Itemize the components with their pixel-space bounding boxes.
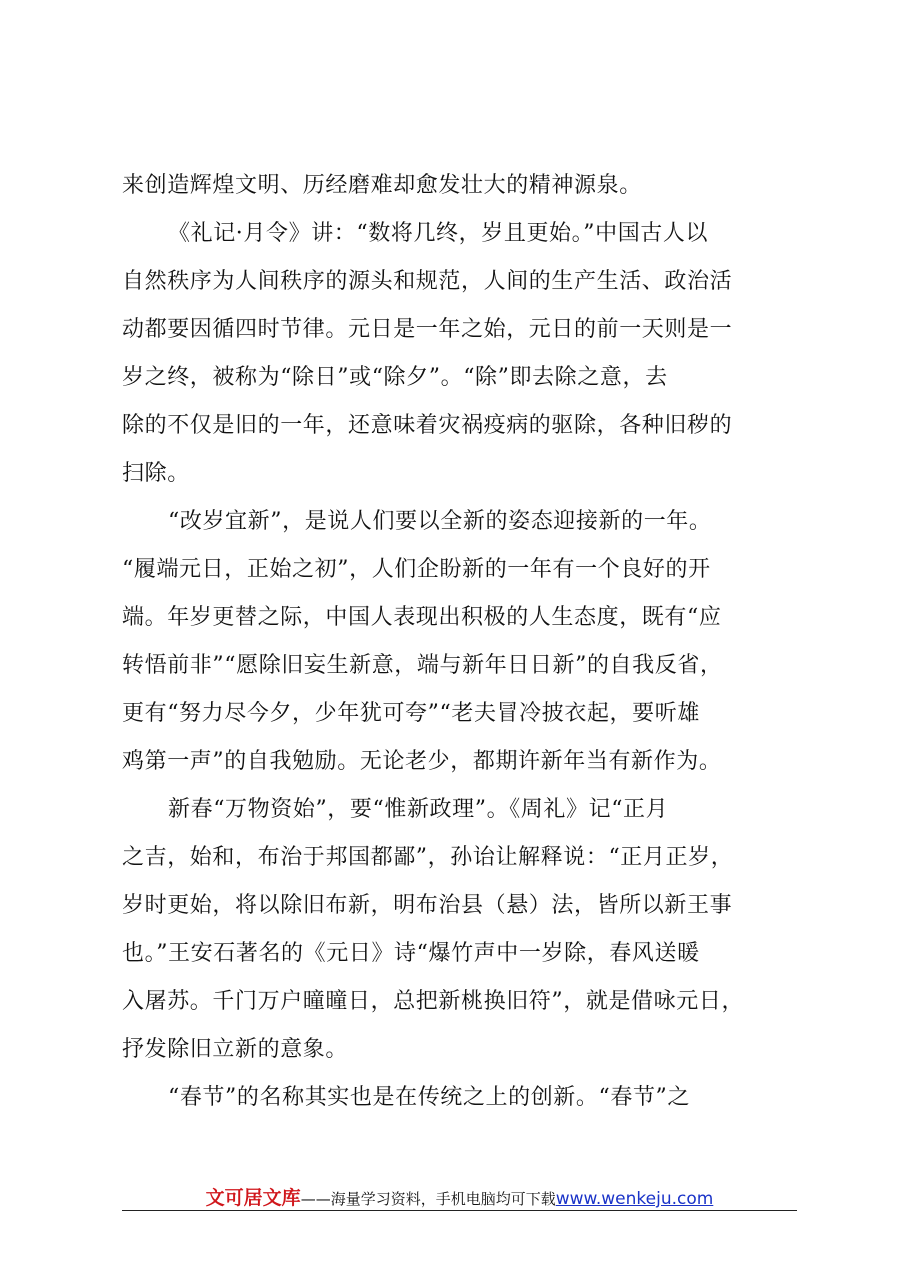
- text-line: “履端元日，正始之初”，人们企盼新的一年有一个良好的开: [122, 557, 711, 582]
- text-line: 鸡第一声”的自我勉励。无论老少，都期许新年当有新作为。: [122, 749, 722, 774]
- text-line: 来创造辉煌文明、历经磨难却愈发壮大的精神源泉。: [122, 173, 642, 198]
- text-line: 动都要因循四时节律。元日是一年之始，元日的前一天则是一: [122, 317, 733, 342]
- footer-tagline: ——海量学习资料，手机电脑均可下载: [300, 1190, 556, 1208]
- text-line: 除的不仅是旧的一年，还意味着灾祸疫病的驱除，各种旧秽的: [122, 413, 733, 438]
- paragraph-start-line: “改岁宜新”，是说人们要以全新的姿态迎接新的一年。: [168, 509, 712, 534]
- text-line: 抒发除旧立新的意象。: [122, 1037, 349, 1062]
- page-footer: [122, 1183, 797, 1211]
- text-line: 扫除。: [122, 461, 190, 486]
- footer-brand: 文可居文库: [205, 1187, 301, 1209]
- text-line: 之吉，始和，布治于邦国都鄙”，孙诒让解释说：“正月正岁，: [122, 845, 734, 870]
- text-line: 转悟前非”“愿除旧妄生新意，端与新年日日新”的自我反省，: [122, 653, 723, 678]
- paragraph-start-line: “春节”的名称其实也是在传统之上的创新。“春节”之: [168, 1085, 690, 1110]
- text-line: 也。”王安石著名的《元日》诗“爆竹声中一岁除，春风送暖: [122, 941, 700, 966]
- footer-site-link[interactable]: www.wenkeju.com: [555, 1189, 714, 1209]
- text-line: 岁之终，被称为“除日”或“除夕”。“除”即去除之意，去: [122, 365, 668, 390]
- document-body: [122, 162, 797, 1122]
- text-line: 端。年岁更替之际，中国人表现出积极的人生态度，既有“应: [122, 605, 722, 630]
- paragraph-start-line: 《礼记·月令》讲：“数将几终，岁且更始。”中国古人以: [168, 221, 709, 246]
- text-line: 更有“努力尽今夕，少年犹可夸”“老夫冒冷披衣起，要听雄: [122, 701, 700, 726]
- text-line: 自然秩序为人间秩序的源头和规范，人间的生产生活、政治活: [122, 269, 733, 294]
- paragraph-start-line: 新春“万物资始”，要“惟新政理”。《周礼》记“正月: [168, 797, 669, 822]
- text-line: 岁时更始，将以除旧布新，明布治县（悬）法，皆所以新王事: [122, 893, 733, 918]
- text-line: 入屠苏。千门万户曈曈日，总把新桃换旧符”，就是借咏元日，: [122, 989, 745, 1014]
- footer-divider: [122, 1210, 797, 1211]
